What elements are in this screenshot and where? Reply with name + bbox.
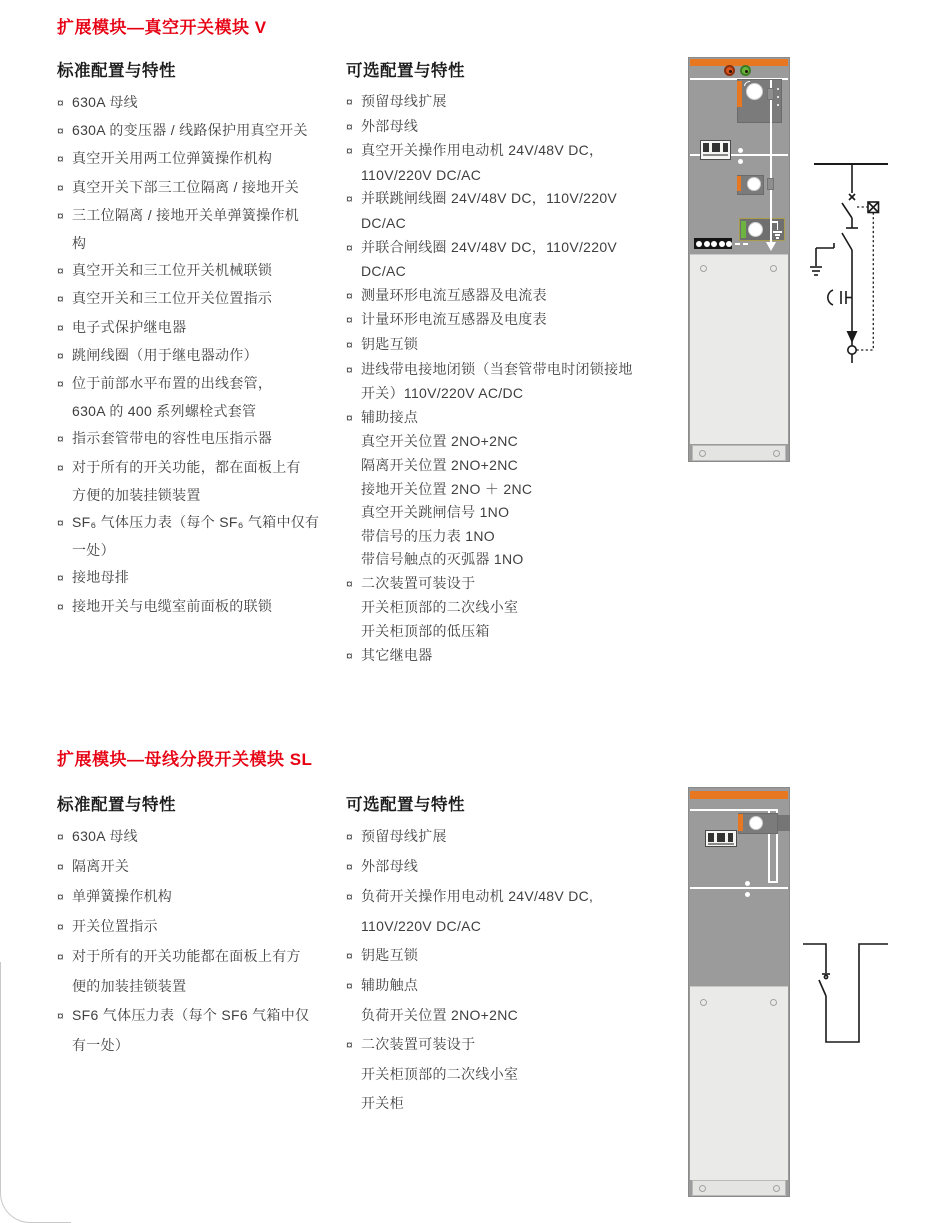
list-line bbox=[57, 482, 347, 509]
bullet-marker: ¤ bbox=[346, 410, 353, 425]
list-line-text: 630A 母线 bbox=[72, 94, 138, 110]
list-line-text: 真空开关和三工位开关机械联锁 bbox=[72, 262, 273, 279]
single-line-diagram-sl bbox=[795, 925, 950, 1055]
bullet-marker: ¤ bbox=[57, 599, 64, 614]
bullet-marker: ¤ bbox=[57, 320, 64, 335]
list-line-text: 有一处） bbox=[72, 1037, 130, 1053]
mimic-busbar-line bbox=[690, 809, 770, 811]
bullet-marker: ¤ bbox=[57, 377, 64, 392]
ct-ring-symbol bbox=[848, 346, 856, 354]
list-line bbox=[57, 145, 347, 173]
list-line-text: 辅助接点 bbox=[361, 408, 419, 425]
list-line bbox=[346, 620, 661, 644]
list-line bbox=[57, 425, 347, 453]
list-line-text: 并联合闸线圈 24V/48V DC，110V/220V bbox=[361, 238, 618, 255]
bullet-marker: ¤ bbox=[57, 920, 64, 934]
list-line-text: 接地母排 bbox=[72, 569, 130, 586]
list-line-text: 对于所有的开关功能都在面板上有方 bbox=[72, 948, 301, 964]
cabinet-plinth bbox=[692, 445, 786, 461]
list-line-text: 钥匙互锁 bbox=[361, 947, 419, 963]
list-line bbox=[346, 236, 661, 261]
list-line-text: 一处） bbox=[72, 542, 115, 559]
list-line-text: 真空开关跳闸信号 1NO bbox=[361, 504, 510, 521]
cable-compartment-cover bbox=[690, 986, 788, 1180]
list-line-text: 进线带电接地闭锁（当套管带电时闭锁接地 bbox=[361, 360, 633, 377]
bullet-marker: ¤ bbox=[346, 313, 353, 328]
list-line bbox=[346, 1030, 661, 1060]
standard-config-heading-sl: 标准配置与特性 bbox=[57, 796, 176, 814]
list-line bbox=[346, 882, 661, 912]
bullet-marker: ¤ bbox=[57, 264, 64, 279]
list-line-text: 接地开关位置 2NO ＋ 2NC bbox=[361, 480, 533, 497]
list-line-text: 真空开关和三工位开关位置指示 bbox=[72, 290, 273, 307]
status-indicator-green-icon bbox=[740, 65, 751, 76]
list-line-text: 630A 的 400 系列螺栓式套管 bbox=[72, 403, 257, 420]
earthing-operating-knob bbox=[748, 222, 763, 237]
list-line-text: 真空开关用两工位弹簧操作机构 bbox=[72, 150, 273, 167]
bullet-marker: ¤ bbox=[346, 119, 353, 134]
breaker-panel-orange-label bbox=[737, 81, 742, 107]
list-line-text: 构 bbox=[72, 235, 87, 252]
list-line bbox=[57, 537, 347, 564]
list-line bbox=[346, 478, 661, 502]
bullet-marker: ¤ bbox=[346, 95, 353, 109]
list-line bbox=[57, 882, 347, 912]
list-line bbox=[346, 912, 661, 941]
bullet-marker: ¤ bbox=[346, 144, 353, 159]
list-line-text: 负荷开关操作用电动机 24V/48V DC, bbox=[361, 888, 594, 904]
bullet-marker: ¤ bbox=[346, 648, 353, 663]
list-line bbox=[346, 115, 661, 140]
list-line bbox=[346, 822, 661, 852]
panel-mark bbox=[777, 104, 779, 106]
vacuum-breaker-symbol bbox=[842, 194, 858, 228]
bullet-marker: ¤ bbox=[57, 124, 64, 139]
list-line-text: 预留母线扩展 bbox=[361, 93, 447, 109]
bullet-marker: ¤ bbox=[346, 979, 353, 993]
list-line-text: 带信号触点的灭弧器 1NO bbox=[361, 551, 524, 568]
list-line-text: 其它继电器 bbox=[361, 646, 433, 663]
list-line-text: 630A 的变压器 / 线路保护用真空开关 bbox=[72, 122, 308, 139]
list-line-text: 测量环形电流互感器及电流表 bbox=[361, 286, 547, 303]
disconnector-symbol bbox=[819, 974, 830, 996]
standard-config-list-sl bbox=[57, 822, 347, 1060]
bullet-marker: ¤ bbox=[346, 1038, 353, 1052]
bullet-marker: ¤ bbox=[346, 337, 353, 352]
list-line bbox=[57, 202, 347, 230]
list-line-text: 真空开关位置 2NO+2NC bbox=[361, 433, 519, 450]
list-line bbox=[57, 593, 347, 621]
mimic-dot bbox=[745, 892, 750, 897]
list-line bbox=[346, 501, 661, 525]
list-line-text: 真空开关下部三工位隔离 / 接地开关 bbox=[72, 178, 300, 195]
list-line-text: DC/AC bbox=[361, 214, 407, 231]
cabinet-top-orange-bar bbox=[690, 791, 788, 799]
list-line bbox=[346, 308, 661, 333]
list-line-text: 预留母线扩展 bbox=[361, 828, 447, 844]
earth-symbol-bar bbox=[775, 234, 780, 236]
list-line bbox=[346, 1001, 661, 1030]
list-line bbox=[346, 284, 661, 309]
list-line-text: 单弹簧操作机构 bbox=[72, 888, 173, 904]
bullet-marker: ¤ bbox=[57, 348, 64, 363]
list-line-text: 开关柜顶部的低压箱 bbox=[361, 623, 490, 640]
cabinet-top-orange-bar bbox=[690, 59, 788, 66]
mimic-cable-arrow bbox=[766, 242, 776, 251]
cable-bushing-arrow bbox=[847, 331, 858, 343]
bullet-marker: ¤ bbox=[57, 516, 64, 531]
bullet-marker: ¤ bbox=[57, 860, 64, 874]
list-line bbox=[57, 972, 347, 1001]
cable-bushing-strip bbox=[694, 238, 732, 249]
list-line-text: DC/AC bbox=[361, 263, 407, 280]
list-line-text: 带信号的压力表 1NO bbox=[361, 527, 495, 544]
trip-coil-relay-box bbox=[868, 202, 879, 213]
list-line bbox=[57, 509, 347, 537]
secondary-wiring-dotted-link bbox=[857, 207, 874, 350]
list-line-text: 110V/220V DC/AC bbox=[361, 918, 482, 934]
list-line-text: 110V/220V DC/AC bbox=[361, 166, 482, 183]
list-line bbox=[57, 230, 347, 257]
bullet-marker: ¤ bbox=[346, 830, 353, 844]
list-line bbox=[346, 212, 661, 236]
list-line-text: 外部母线 bbox=[361, 858, 419, 874]
list-line bbox=[346, 90, 661, 115]
bullet-marker: ¤ bbox=[346, 890, 353, 904]
bullet-marker: ¤ bbox=[57, 432, 64, 447]
list-line bbox=[346, 971, 661, 1001]
list-line-text: 辅助触点 bbox=[361, 977, 419, 993]
list-line bbox=[57, 912, 347, 942]
list-line-text: SF₆ 气体压力表（每个 SF₆ 气箱中仅有 bbox=[72, 514, 320, 531]
list-line-text: 隔离开关位置 2NO+2NC bbox=[361, 456, 519, 473]
bullet-marker: ¤ bbox=[346, 192, 353, 207]
bullet-marker: ¤ bbox=[57, 460, 64, 475]
bullet-marker: ¤ bbox=[57, 180, 64, 195]
list-line-text: 三工位隔离 / 接地开关单弹簧操作机 bbox=[72, 206, 300, 223]
cabinet-plinth bbox=[692, 1180, 786, 1196]
list-line-text: 计量环形电流互感器及电度表 bbox=[361, 311, 547, 328]
page-corner-border bbox=[0, 962, 71, 1223]
bullet-marker: ¤ bbox=[346, 240, 353, 255]
status-indicator-red-icon bbox=[724, 65, 735, 76]
bullet-marker: ¤ bbox=[57, 292, 64, 307]
list-line-text: 开关柜 bbox=[361, 1095, 404, 1111]
mimic-dot bbox=[738, 159, 743, 164]
list-line-text: 便的加装挂锁装置 bbox=[72, 978, 187, 994]
list-line bbox=[346, 1089, 661, 1118]
list-line bbox=[346, 333, 661, 358]
list-line-text: 位于前部水平布置的出线套管， bbox=[72, 375, 273, 392]
disconnector-panel-orange-label bbox=[737, 176, 741, 191]
cabinet-front-view-v bbox=[688, 57, 790, 462]
list-line bbox=[346, 382, 661, 406]
list-line bbox=[346, 852, 661, 882]
list-line bbox=[57, 454, 347, 482]
panel-side-extension bbox=[778, 815, 790, 831]
bullet-marker: ¤ bbox=[57, 208, 64, 223]
bullet-marker: ¤ bbox=[57, 571, 64, 586]
list-line bbox=[346, 454, 661, 478]
bullet-marker: ¤ bbox=[346, 576, 353, 591]
bullet-marker: ¤ bbox=[346, 860, 353, 874]
list-line bbox=[57, 89, 347, 117]
list-line bbox=[57, 174, 347, 202]
mimic-switch-handle bbox=[767, 178, 774, 190]
list-line bbox=[346, 260, 661, 284]
list-line-text: 真空开关操作用电动机 24V/48V DC， bbox=[361, 142, 604, 159]
list-line bbox=[346, 525, 661, 549]
cabinet-front-view-sl bbox=[688, 787, 790, 1197]
bullet-marker: ¤ bbox=[346, 362, 353, 377]
single-line-diagram-v bbox=[800, 140, 950, 375]
disconnector-operating-knob bbox=[747, 177, 761, 191]
list-line-text: 并联跳闸线圈 24V/48V DC，110V/220V bbox=[361, 190, 618, 207]
list-line bbox=[346, 187, 661, 212]
list-line-text: 二次装置可装设于 bbox=[361, 1036, 476, 1052]
bullet-marker: ¤ bbox=[57, 950, 64, 964]
switch-operating-knob bbox=[749, 816, 763, 830]
list-line bbox=[346, 596, 661, 620]
list-line bbox=[346, 941, 661, 971]
panel-seam bbox=[690, 887, 788, 889]
list-line bbox=[57, 314, 347, 342]
list-line bbox=[57, 852, 347, 882]
list-line bbox=[57, 117, 347, 145]
list-line-text: SF6 气体压力表（每个 SF6 气箱中仅 bbox=[72, 1007, 310, 1023]
list-line-text: 指示套管带电的容性电压指示器 bbox=[72, 430, 273, 447]
list-line bbox=[346, 406, 661, 431]
list-line bbox=[57, 1031, 347, 1060]
capacitive-voltage-indicator-symbol bbox=[828, 290, 852, 305]
list-line-text: 负荷开关位置 2NO+2NC bbox=[361, 1007, 519, 1023]
optional-config-heading-v: 可选配置与特性 bbox=[346, 62, 465, 80]
list-line bbox=[57, 1001, 347, 1031]
optional-config-list-v bbox=[346, 90, 661, 668]
bullet-marker: ¤ bbox=[57, 152, 64, 167]
list-line bbox=[346, 430, 661, 454]
list-line bbox=[57, 398, 347, 425]
list-line bbox=[57, 285, 347, 313]
bullet-marker: ¤ bbox=[346, 949, 353, 963]
earthing-panel-green-label bbox=[741, 221, 746, 238]
list-line bbox=[57, 370, 347, 398]
list-line bbox=[57, 257, 347, 285]
list-line bbox=[57, 564, 347, 592]
optional-config-heading-sl: 可选配置与特性 bbox=[346, 796, 465, 814]
list-line bbox=[346, 572, 661, 597]
list-line bbox=[57, 342, 347, 370]
list-line bbox=[346, 139, 661, 164]
list-line bbox=[346, 644, 661, 669]
switch-panel-orange-label bbox=[738, 814, 743, 831]
breaker-operating-knob bbox=[746, 83, 763, 100]
pressure-gauge-display bbox=[700, 140, 731, 160]
bullet-marker: ¤ bbox=[57, 890, 64, 904]
list-line bbox=[346, 358, 661, 383]
mimic-switch-handle bbox=[767, 88, 774, 100]
bullet-marker: ¤ bbox=[57, 96, 64, 110]
earth-symbol-bar bbox=[776, 237, 779, 239]
list-line-text: 开关位置指示 bbox=[72, 918, 158, 934]
standard-config-list-v bbox=[57, 89, 347, 621]
list-line-text: 隔离开关 bbox=[72, 858, 130, 874]
list-line bbox=[346, 164, 661, 188]
mimic-dot bbox=[738, 148, 743, 153]
list-line-text: 630A 母线 bbox=[72, 828, 138, 844]
mimic-dash bbox=[743, 243, 748, 245]
bus-section-link-line bbox=[826, 944, 888, 1042]
panel-mark bbox=[777, 88, 779, 90]
mimic-busbar-line bbox=[770, 80, 772, 242]
list-line-text: 二次装置可装设于 bbox=[361, 574, 476, 591]
list-line-text: 开关柜顶部的二次线小室 bbox=[361, 599, 519, 616]
panel-mark bbox=[777, 96, 779, 98]
mimic-dash bbox=[735, 243, 740, 245]
bullet-marker: ¤ bbox=[57, 1009, 64, 1023]
list-line-text: 外部母线 bbox=[361, 117, 419, 134]
bullet-marker: ¤ bbox=[346, 288, 353, 303]
list-line-text: 对于所有的开关功能，都在面板上有 bbox=[72, 458, 301, 475]
standard-config-heading-v: 标准配置与特性 bbox=[57, 62, 176, 80]
list-line-text: 钥匙互锁 bbox=[361, 335, 419, 352]
section-title-vacuum-switch-module-v: 扩展模块—真空开关模块 V bbox=[57, 18, 267, 37]
three-position-disconnector-symbol bbox=[816, 233, 852, 250]
list-line-text: 开关）110V/220V AC/DC bbox=[361, 385, 524, 402]
cable-compartment-cover bbox=[690, 254, 788, 444]
earth-symbol-stem bbox=[777, 221, 779, 230]
mimic-dot bbox=[745, 881, 750, 886]
list-line bbox=[57, 822, 347, 852]
earth-symbol-bar bbox=[773, 231, 782, 233]
list-line bbox=[346, 1060, 661, 1089]
bullet-marker: ¤ bbox=[57, 830, 64, 844]
list-line bbox=[57, 942, 347, 972]
list-line bbox=[346, 548, 661, 572]
list-line-text: 开关柜顶部的二次线小室 bbox=[361, 1066, 519, 1082]
left-busbar-line bbox=[803, 944, 826, 973]
optional-config-list-sl bbox=[346, 822, 661, 1118]
list-line-text: 电子式保护继电器 bbox=[72, 318, 187, 335]
section-title-bus-section-module-sl: 扩展模块—母线分段开关模块 SL bbox=[57, 750, 313, 769]
list-line-text: 跳闸线圈（用于继电器动作） bbox=[72, 346, 258, 363]
list-line-text: 方便的加装挂锁装置 bbox=[72, 486, 201, 503]
list-line-text: 接地开关与电缆室前面板的联锁 bbox=[72, 597, 273, 614]
pressure-gauge-display bbox=[705, 830, 737, 847]
earth-symbol bbox=[810, 248, 822, 275]
